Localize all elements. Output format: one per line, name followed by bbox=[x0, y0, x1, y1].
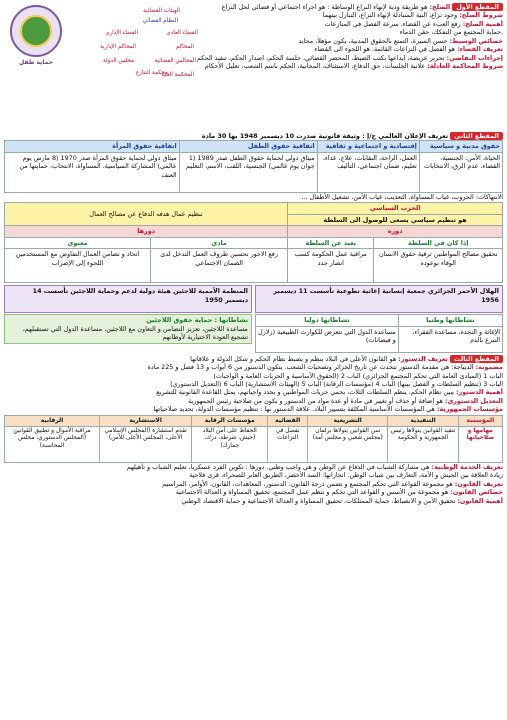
s3-text: هي المؤسسات الأساسية المكلفة بتسيير البلاد. علاقة الدستور بها : تنظيم مؤسسات الدولة، تحديد صلاحياتها bbox=[153, 405, 435, 414]
institutions-table bbox=[4, 415, 503, 463]
table-row bbox=[256, 326, 503, 352]
logo-caption: حماية طفل bbox=[19, 59, 53, 66]
tree-node: محكمة التنازع bbox=[135, 70, 168, 76]
s3-text: الباب 1 (المبادئ العامة التي تحكم المجتمع الجزائري) الباب 2 (الحقوق الأساسية و الحريات العامة و الواجبات) bbox=[213, 371, 503, 380]
column-header: المؤسسة bbox=[458, 415, 502, 426]
s3-label: مضمونه: bbox=[475, 363, 503, 372]
table-cell: تنفيذ القوانين يتولاها رئيس الجمهورية و الحكومة bbox=[388, 426, 458, 462]
crescent-international-header: نشاطاتها دوليا bbox=[256, 315, 399, 326]
s1-text: علانية الجلسات، حق الدفاع، الاستئناف، المجانية، الحكم باسم الشعب، تعليل الأحكام bbox=[204, 62, 426, 71]
column-header: اتفاقية حقوق الطفل bbox=[179, 141, 317, 152]
column-header: القضائية bbox=[268, 415, 307, 426]
s3-text: هو إضافة أو حذف أو تغيير في مادة أو عدة مواد من الدستور و يكون من صلاحية رئيس الجمهورية bbox=[188, 396, 443, 405]
tree-node: النظام القضائي bbox=[142, 18, 178, 24]
column-header: التشريعية bbox=[307, 415, 388, 426]
s3-text: الباب 3 (تنظيم السلطات و الفصل بينها) الباب 4 (مؤسسات الرقابة) الباب 5 (الهيئات الاستشارية) الباب 6 (التعديل الدستوري) bbox=[170, 379, 503, 388]
s3-text: هو مجموعة القواعد التي تحكم المجتمع و تضمن درجة القانون: الدستور، المعاهدات، القانون، الأوامر، المراسيم bbox=[162, 479, 453, 488]
s1-text: وجود نزاع، النية المتبادلة لإنهاء النزاع، التنازل بينهما bbox=[322, 11, 458, 20]
column-header: حقوق مدنية و سياسية bbox=[419, 141, 502, 152]
role-in-power-label: إذا كان في السلطة bbox=[374, 237, 503, 248]
table-cell: مهامها و صلاحياتها bbox=[458, 426, 502, 462]
s3-text: تحقيق الأمن و الانضباط، حماية الممتلكات، تحقيق المساواة و العدالة الاجتماعية و حماية الاقتصاد الوطني bbox=[181, 496, 456, 505]
union-material-text: رفع الاجور تحسين ظروف العمل التدخل لدى الضمان الاجتماعي bbox=[151, 249, 288, 283]
organizations-block bbox=[4, 285, 503, 352]
unhcr-activities bbox=[4, 314, 252, 343]
s3-label: تعريف القانون: bbox=[454, 479, 503, 488]
tree-node: المجالس القضائية bbox=[154, 58, 196, 64]
unhcr-activities-text: مساعدة اللاجئين، تعزيز التضامن و التعاون مع اللاجئين، مساعدة الدول التي تستقبلهم، تشجيع العودة الاختيارية لأوطانهم bbox=[22, 324, 248, 342]
column-header: التنفيذية bbox=[388, 415, 458, 426]
s3-text: الديباجة: هي مقدمة الدستور تتحدث عن تاريخ الجزائر وتضحيات الشعب. يتكون الدستور من 6 أبواب و 13 فصل و 225 مادة bbox=[147, 363, 474, 372]
union-moral-text: اتحاد و تضامن العمال التفاوض مع المستخدمين اللجوء إلى الإضراب bbox=[5, 249, 151, 283]
union-definition: تنظيم عمال هدفه الدفاع عن مصالح العمال bbox=[5, 203, 288, 226]
table-cell: مراقبة الأموال و تطبيق القوانين (المجلس الدستوري، مجلس المحاسبة) bbox=[5, 426, 100, 462]
tree-node: القضاء الإداري bbox=[105, 30, 138, 36]
table-cell: ميثاق دولي لحماية حقوق الطفل صدر 1989 (1 جوان يوم عالمي) الجنسية، اللقب، الاسم، التعليم bbox=[179, 152, 317, 192]
table-row bbox=[5, 249, 503, 283]
table-row bbox=[5, 152, 503, 192]
role-opposition-text: مراقبة عمل الحكومة كسب انصار جدد bbox=[288, 249, 374, 283]
s1-text: .حماية المجتمع من التفكك، حقن الدماء bbox=[399, 28, 503, 37]
section-two-title: المقطع الثاني bbox=[450, 132, 503, 140]
table-cell: تقدم استشارة (المجلس الإسلامي الأعلى، المجلس الأعلى للأمن) bbox=[100, 426, 192, 462]
s3-line bbox=[4, 380, 503, 388]
table-row bbox=[5, 237, 503, 248]
table-cell: ميثاق دولي لحماية حقوق المرأة صدر 1970 (8 مارس يوم عالمي) المشاركة السياسية، المساواة، الانتخاب، حمايتها من العنف bbox=[5, 152, 180, 192]
tree-node: المحاكم bbox=[175, 44, 194, 50]
s3-label: مؤسسات الجمهورية: bbox=[436, 405, 503, 414]
s1-label: شروط المحاكمة العادلة: bbox=[427, 62, 503, 71]
s1-label: تعريف القضاء: bbox=[457, 45, 503, 54]
section-three-title: المقطع الثالث bbox=[450, 355, 503, 363]
column-header: الرقابية bbox=[5, 415, 100, 426]
column-header: إقتصادية و اجتماعية و ثقافية bbox=[317, 141, 419, 152]
party-definition: هو تنظيم سياسي يسعى للوصول الى السلطة bbox=[288, 214, 503, 225]
tree-node: القضاء العادي bbox=[166, 30, 198, 36]
crescent-national-text: الإغاثة و النجدة، مساعدة الفقراء، التبرع بالدم bbox=[398, 326, 502, 352]
s3-line bbox=[4, 397, 503, 405]
role-in-power-text: تحقيق مصالح المواطنين ترقية حقوق الانسان الوفاء بوعوده bbox=[374, 249, 503, 283]
s1-label: أهمية الصلح: bbox=[462, 19, 503, 28]
violations-line: الانتهاكات: الحروب، غياب المساواة، التعذيب، غياب الأمن، تشغيل الأطفال ... bbox=[301, 192, 503, 201]
rights-table bbox=[4, 140, 503, 192]
crescent-block bbox=[255, 285, 503, 352]
crescent-activities bbox=[255, 314, 503, 352]
tree-node: مجلس الدولة bbox=[103, 58, 134, 64]
table-cell: العمل، الراحة، النقابات، علاج، غذاء، تعليم، ضمان اجتماعي، التأليف bbox=[317, 152, 419, 192]
party-union-table bbox=[4, 202, 503, 283]
section-one-title: المقطع الأول bbox=[452, 3, 503, 11]
s3-line bbox=[4, 355, 503, 363]
crescent-definition: الهلال الأحمر الجزائري جمعية إنسانية إغاثية تطوعية تأسست 11 ديسمبر 1956 bbox=[255, 285, 503, 313]
table-header-row bbox=[5, 415, 503, 426]
s3-text: هو مجموعة من الأسس و القواعد التي تحكم و تنظم عمل المجتمع، تحقيق المساواة و العدالة الاجتماعية bbox=[175, 488, 449, 497]
s1-text: هو طريقة ودية لإنهاء النزاع الوساطة : هو اجراء اجتماعي أو قضائي لحل النزاع bbox=[221, 3, 428, 11]
s1-label: إجراءات التقاضي: bbox=[446, 53, 503, 62]
s3-label: تعريف الخدمة الوطنية: bbox=[431, 462, 503, 471]
column-header: الاستشارية bbox=[100, 415, 192, 426]
judiciary-diagram bbox=[68, 8, 198, 136]
s1-label: الصلح: bbox=[429, 3, 451, 11]
s1-text: رفع العبء عن القضاء، سرعة الفصل في المنازعات bbox=[324, 19, 461, 28]
union-material-label: مادي bbox=[151, 237, 288, 248]
s3-text: هي مشاركة الشباب في الدفاع عن الوطن و هي واجب وطني. دورها : تكوين الفرد عسكريا، تعليم الشباب و تأهيلهم bbox=[126, 462, 430, 471]
tree-node: المحاكم الإدارية bbox=[99, 44, 136, 50]
s3-text: زيادة العلاقة بين الجيش و الأمة، التعارف بين شباب الوطن. انجازاتها: السد الأخضر، الطريق العابر للصحراء، قرى فلاحية bbox=[189, 471, 503, 480]
party-role-header: دوره bbox=[288, 226, 503, 237]
s3-text: يبين نظام الحكم، ينظم السلطات الثلاث، يحمي حريات المواطنين و يحدد واجباتهم، يمثل القاعدة القانونية للتشريع bbox=[156, 388, 454, 397]
table-cell: الحياة، الأمن، الجنسية، القضاء، عدم الرق، الانتخابات bbox=[419, 152, 502, 192]
party-header: الحزب السياسي bbox=[288, 203, 503, 214]
table-row bbox=[5, 203, 503, 214]
s1-text: حسن السيرة، التمتع بالحقوق المدنية، يكون مؤهلا، محايد bbox=[298, 36, 448, 45]
unhcr-definition: المنظمة الأممية للاجئين هيئة دولية لدعم وحماية اللاجئين تأسست 14 ديسمبر 1950 bbox=[4, 285, 252, 313]
s3-label: خصائص القانون: bbox=[450, 488, 503, 497]
s1-label: شروط الصلح: bbox=[459, 11, 503, 20]
table-cell: الحفاظ على أمن البلاد (جيش، شرطة، درك، جمارك) bbox=[192, 426, 268, 462]
s3-line bbox=[4, 388, 503, 396]
role-opposition-label: بعيد عن السلطة bbox=[288, 237, 374, 248]
table-row bbox=[5, 226, 503, 237]
school-logo bbox=[10, 5, 62, 57]
column-header: اتفاقية حقوق المرأة bbox=[5, 141, 180, 152]
unhcr-block bbox=[4, 285, 252, 352]
tree-node: الهيئات القضائية bbox=[143, 8, 180, 14]
s3-line bbox=[4, 363, 503, 371]
s3-line bbox=[4, 405, 503, 413]
table-cell: سن القوانين يتولاها برلمان (مجلس شعبي و مجلس أمة) bbox=[307, 426, 388, 462]
s3-tail-line bbox=[4, 480, 503, 488]
s3-label: تعريف الدستور: bbox=[398, 354, 448, 363]
table-row bbox=[5, 426, 503, 462]
union-role-header: دورها bbox=[5, 226, 288, 237]
union-moral-label: معنوي bbox=[5, 237, 151, 248]
logo-emblem-icon bbox=[20, 15, 52, 47]
table-row bbox=[256, 315, 503, 326]
section-three bbox=[4, 355, 503, 505]
s3-tail-line bbox=[4, 497, 503, 505]
s3-label: أهمية القانون: bbox=[457, 496, 503, 505]
section-two bbox=[4, 132, 503, 353]
crescent-national-header: نشاطاتها وطنيا bbox=[398, 315, 502, 326]
s3-tail-line bbox=[4, 488, 503, 496]
s3-text: هو القانون الأعلى في البلاد ينظم و يضبط نظام الحكم و شكل الدولة و علاقاتها bbox=[190, 354, 397, 363]
unhcr-activities-header: نشاطاتها : حماية حقوق اللاجئين bbox=[146, 316, 248, 325]
s1-label: خصائص الوسيط: bbox=[449, 36, 503, 45]
s1-text: تحرير عريضة، ايداعها بكتب الضبط، المحضر القضائي، جلسة الحكم، اصدار الحكم، تنفيذ الحكم bbox=[196, 53, 445, 62]
tree-node: المحكمة العليا bbox=[161, 72, 194, 78]
s3-label: أهمية الدستور: bbox=[455, 388, 503, 397]
table-cell: تفصل في النزاعات bbox=[268, 426, 307, 462]
s3-label: التعديل الدستوري: bbox=[444, 396, 503, 405]
s3-tail-line bbox=[4, 463, 503, 471]
s3-line bbox=[4, 372, 503, 380]
s2-intro-text: تعريف الإعلان العالمي ح/إ : وثيقة قانونية صدرت 10 ديسمبر 1948 بها 30 مادة bbox=[201, 132, 449, 140]
table-header-row bbox=[5, 141, 503, 152]
crescent-international-text: مساعدة الدول التي تتعرض للكوارث الطبيعية (زلازل و فيضانات) bbox=[256, 326, 399, 352]
column-header: مؤسسات الرقابة bbox=[192, 415, 268, 426]
s3-tail-line bbox=[4, 471, 503, 479]
s1-text: هو الفصل في النزاعات القائمة. هو اللجوء الى القضاء bbox=[314, 45, 456, 54]
